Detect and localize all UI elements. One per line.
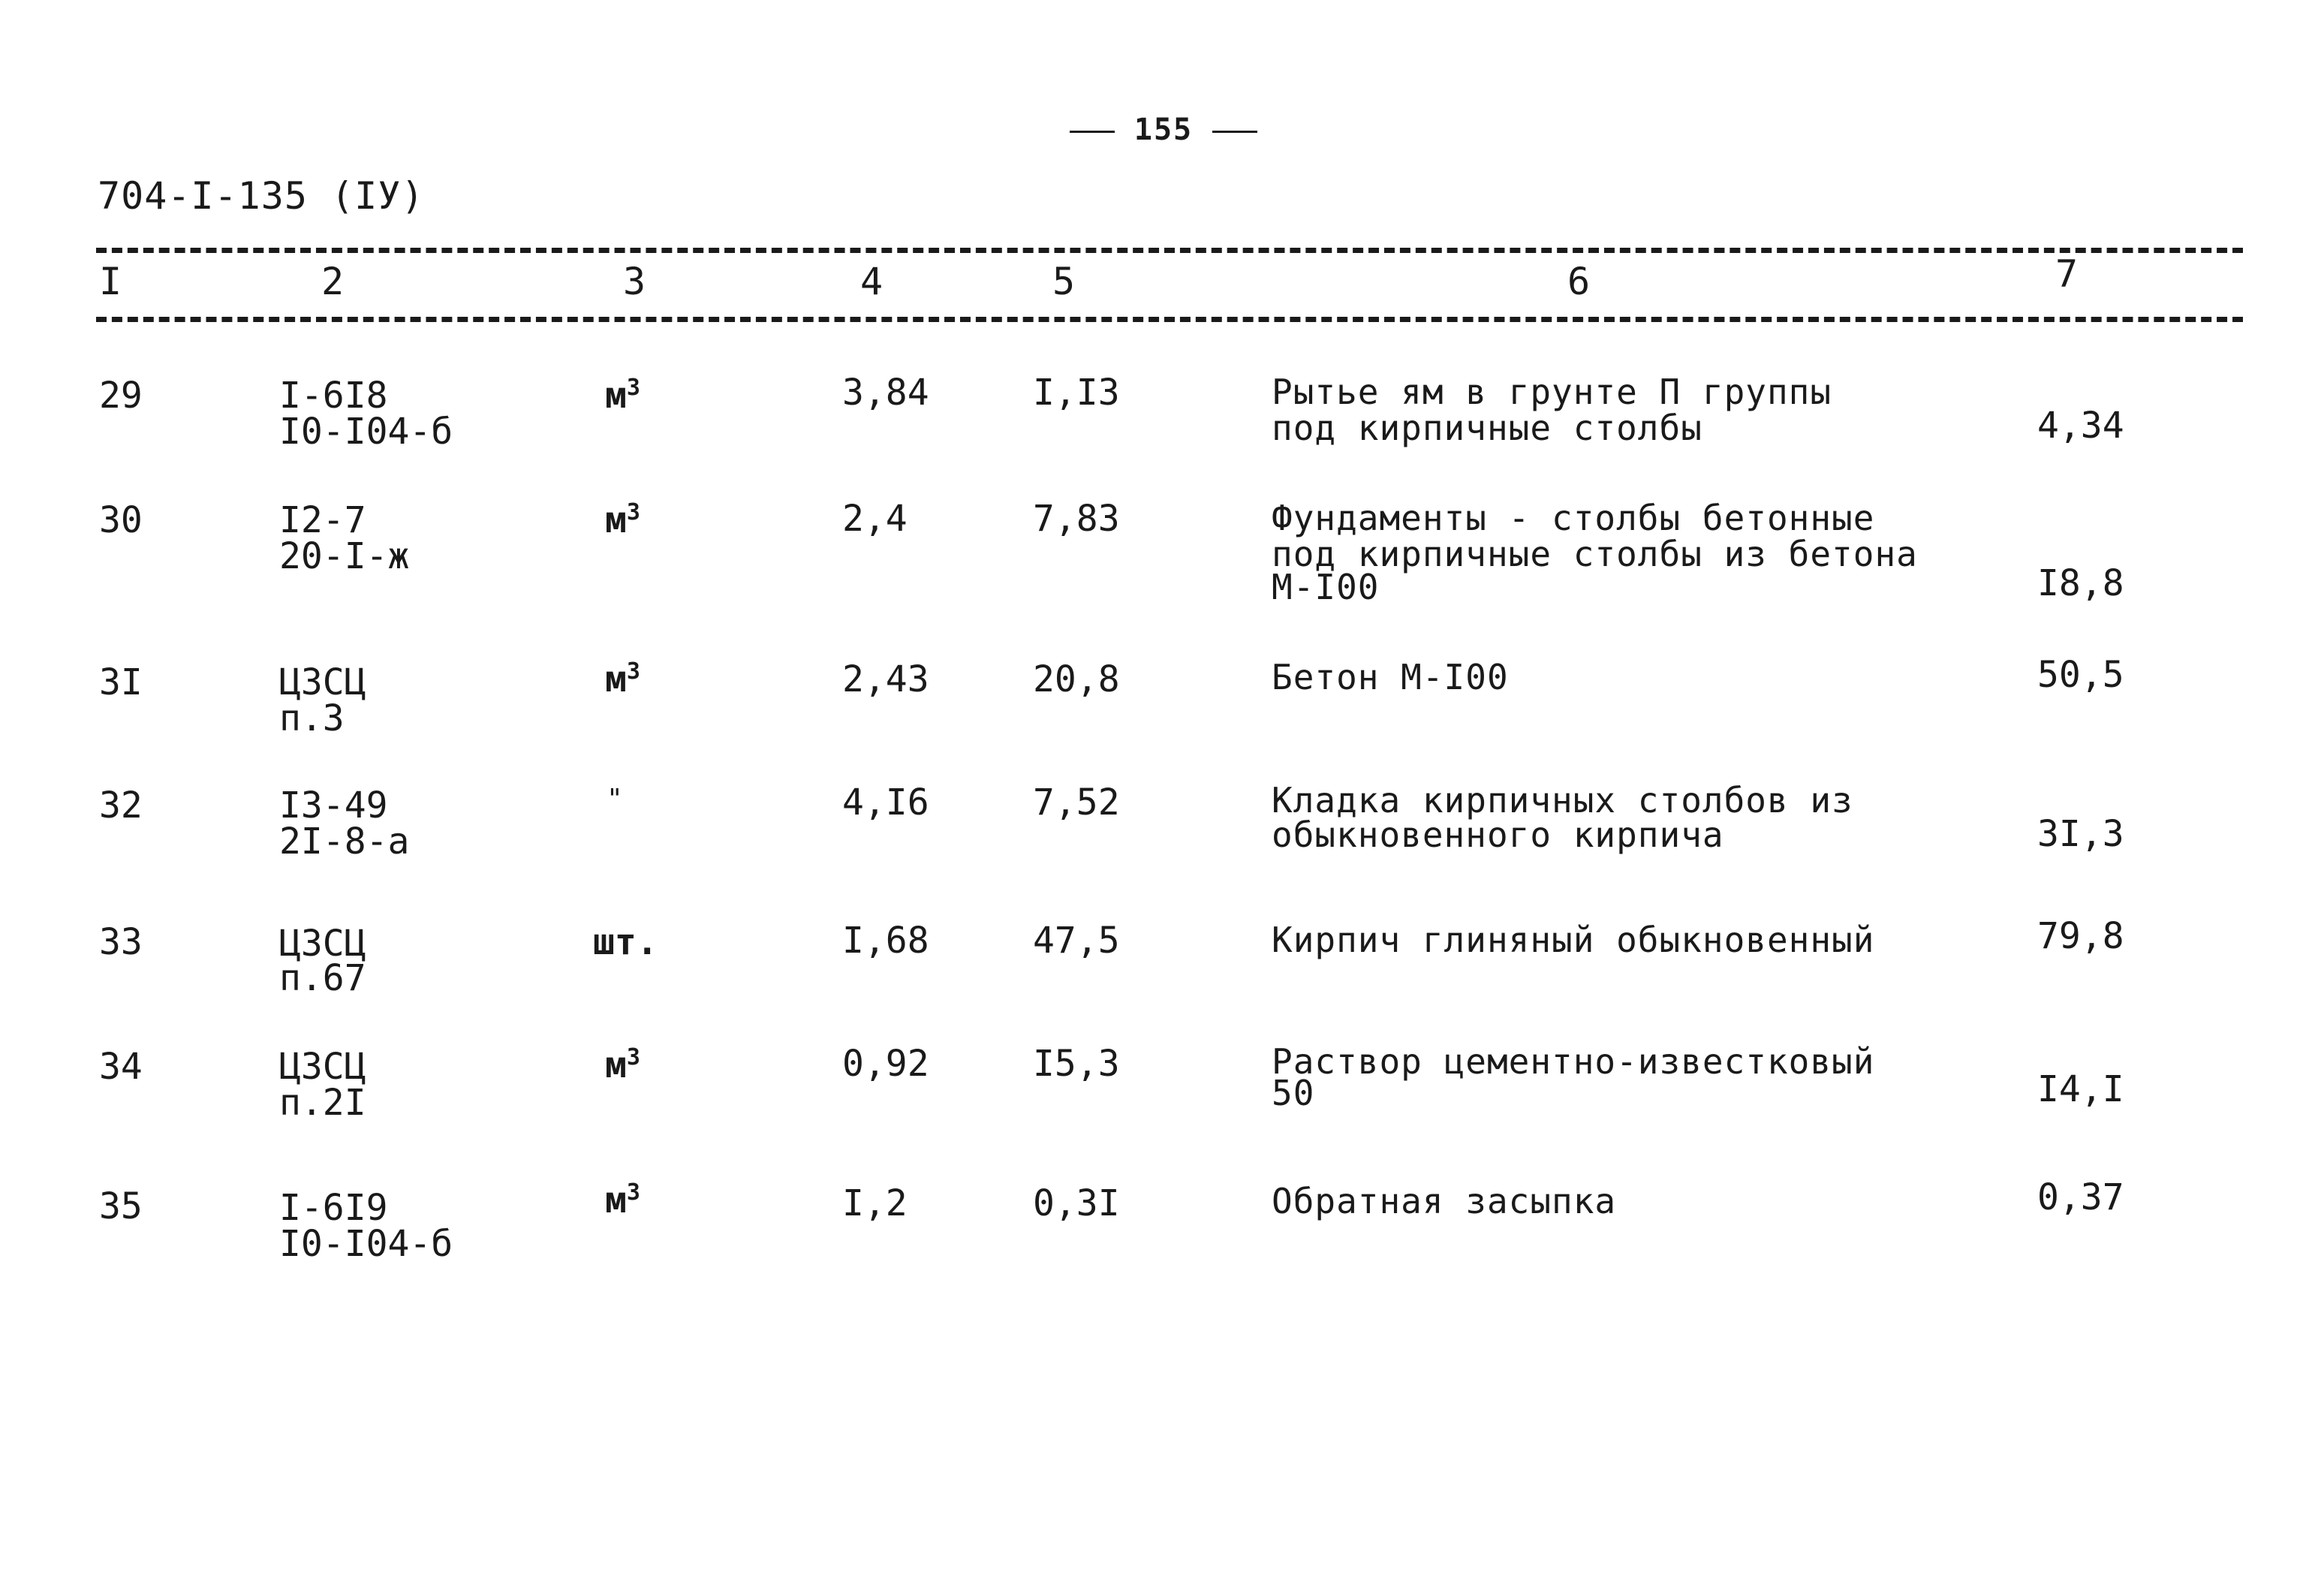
quantity: 2,43 [842,658,929,700]
unit [605,1046,640,1084]
quantity: I,2 [842,1182,908,1224]
unit-exponent: 3 [626,499,640,525]
row-number: 29 [99,375,143,417]
row-number: 34 [99,1046,143,1088]
quantity: 0,92 [842,1043,929,1085]
work-description-line3: М-I00 [1272,567,1380,607]
unit-price: I,I3 [1033,372,1120,414]
page-number-dash-left [1070,131,1115,133]
work-description-line2: 50 [1272,1073,1315,1113]
table-header-bottom-rule [96,317,2243,322]
total-cost: 50,5 [2037,654,2124,696]
unit-price: 20,8 [1033,658,1120,700]
total-cost: I4,I [2037,1068,2124,1110]
column-header-7: 7 [2055,252,2079,296]
unit-text: м [605,1044,627,1086]
norm-code: I-6I9 [279,1187,388,1229]
unit-exponent: 3 [626,1179,640,1206]
page-number-dash-right [1212,131,1257,133]
unit-text: м [605,658,627,700]
total-cost: 79,8 [2037,915,2124,957]
norm-code-sub: п.67 [279,957,366,999]
norm-code: ЦЗСЦ [279,1046,366,1088]
norm-code-sub: 20-I-ж [279,535,410,577]
unit [605,1179,640,1221]
column-header-3: 3 [623,260,646,303]
total-cost: 4,34 [2037,405,2124,447]
norm-code-sub: п.3 [279,697,345,739]
column-header-2: 2 [321,260,345,303]
unit [605,501,640,539]
unit-text: м [605,499,627,541]
norm-code: ЦЗСЦ [279,661,366,703]
quantity: 2,4 [842,498,908,540]
unit-price: I5,3 [1033,1043,1120,1085]
work-description: Рытье ям в грунте П группы [1272,372,1832,412]
total-cost: 3I,3 [2037,813,2124,855]
work-description: Кирпич глиняный обыкновенный [1272,920,1875,960]
total-cost: 0,37 [2037,1176,2124,1218]
page-number [1036,113,1291,147]
row-number: 35 [99,1185,143,1227]
unit [605,375,640,417]
unit-price: 47,5 [1033,920,1120,962]
quantity: 3,84 [842,372,929,414]
norm-code-sub: 2I-8-а [279,821,410,863]
norm-code-sub: I0-I04-б [279,411,453,453]
norm-code-sub: п.2I [279,1082,366,1124]
row-number: 30 [99,499,143,541]
column-header-4: 4 [860,260,884,303]
norm-code: I3-49 [279,784,388,827]
page-number-text: 155 [1133,113,1194,147]
unit-price: 0,3I [1033,1182,1120,1224]
work-description: Фундаменты - столбы бетонные [1272,498,1875,538]
work-description-line2: обыкновенного кирпича [1272,815,1724,855]
work-description: Обратная засыпка [1272,1181,1617,1221]
row-number: 32 [99,784,143,827]
norm-code-sub: I0-I04-б [279,1223,453,1265]
norm-code: I2-7 [279,499,366,541]
work-description-line2: под кирпичные столбы [1272,408,1702,448]
work-description-line2: под кирпичные столбы из бетона [1272,534,1918,574]
column-header-6: 6 [1567,260,1591,303]
column-header-1: I [99,260,122,303]
unit-price: 7,83 [1033,498,1120,540]
work-description: Кладка кирпичных столбов из [1272,780,1853,821]
quantity: 4,I6 [842,781,929,824]
row-number: 3I [99,661,143,703]
document-code: 704-I-135 (IУ) [98,174,425,218]
unit-text: м [605,375,627,417]
quantity: I,68 [842,920,929,962]
unit-exponent: 3 [626,375,640,401]
unit-text: м [605,1179,627,1221]
unit-ditto: " [607,784,623,815]
norm-code: I-6I8 [279,375,388,417]
table-header-top-rule [96,248,2243,253]
norm-code: ЦЗСЦ [279,923,366,965]
row-number: 33 [99,921,143,963]
work-description: Бетон М-I00 [1272,657,1509,697]
unit [605,658,640,700]
unit-price: 7,52 [1033,781,1120,824]
work-description: Раствор цементно-известковый [1272,1041,1875,1082]
unit-exponent: 3 [626,658,640,685]
unit-exponent: 3 [626,1044,640,1071]
total-cost: I8,8 [2037,562,2124,604]
column-header-5: 5 [1052,260,1076,303]
unit: шт. [593,921,658,963]
